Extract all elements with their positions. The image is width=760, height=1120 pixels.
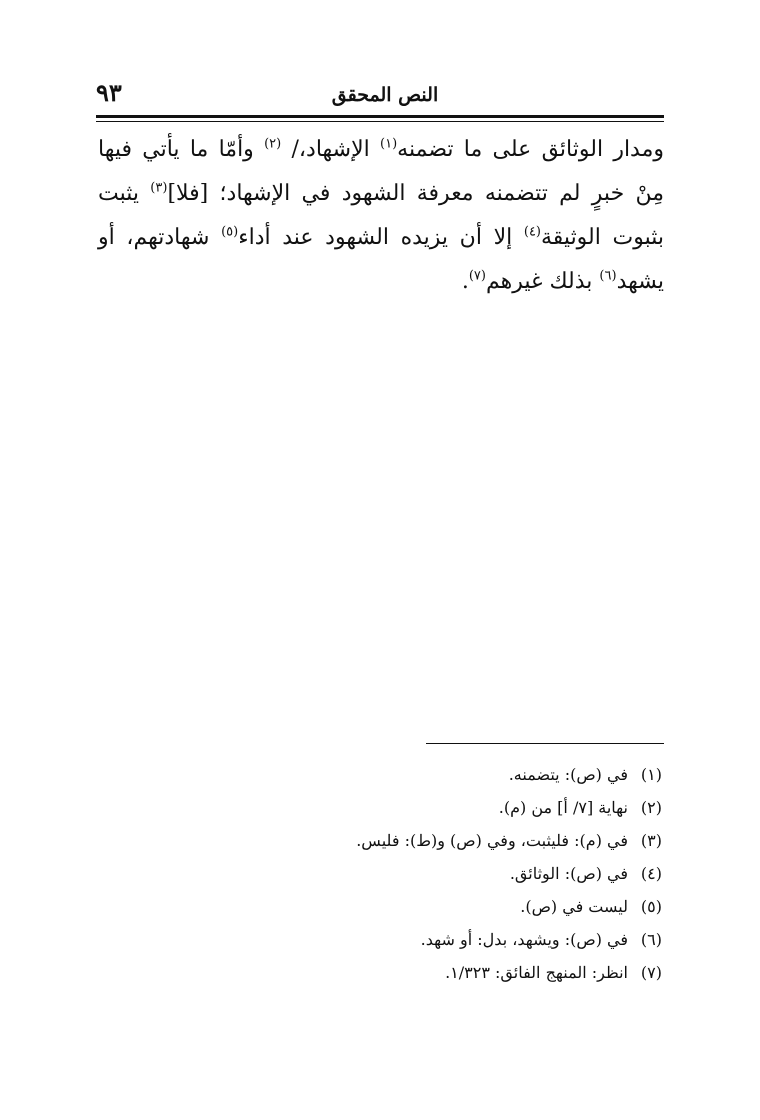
footnote-ref: (٤) <box>523 224 541 240</box>
footnote-item <box>96 890 662 923</box>
footnote-ref: (١) <box>380 136 398 152</box>
body-paragraph <box>98 128 664 304</box>
footnote-item <box>96 791 662 824</box>
body-text: وأمّا ما يأتي فيها مِنْ خبرٍ لم تتضمنه معرفة الشهود في الإشهاد؛ [فلا] <box>98 137 664 206</box>
footnote-item <box>96 758 662 791</box>
footnote-item <box>96 956 662 989</box>
footnote-text: ليست في (ص). <box>520 897 628 916</box>
footnote-number: (١) <box>640 765 662 784</box>
footnote-number: (٢) <box>640 798 662 817</box>
footnote-number: (٥) <box>640 897 662 916</box>
footnote-text: في (ص): ويشهد، بدل: أو شهد. <box>420 930 628 949</box>
footnote-text: في (م): فليثبت، وفي (ص) و(ط): فليس. <box>356 831 628 850</box>
footnote-ref: (٢) <box>264 136 282 152</box>
footnote-text: في (ص): الوثائق. <box>509 864 628 883</box>
footnote-ref: (٣) <box>150 180 168 196</box>
body-text: يثبت بثبوت الوثيقة <box>98 181 664 250</box>
page-number: ٩٣ <box>96 78 122 107</box>
body-text: الإشهاد،/ <box>281 137 381 162</box>
footnote-number: (٧) <box>640 963 662 982</box>
body-text: . <box>461 269 469 294</box>
body-text: ومدار الوثائق على ما تضمنه <box>397 137 665 162</box>
footnote-text: انظر: المنهج الفائق: ١/٣٢٣. <box>445 963 628 982</box>
footnote-number: (٤) <box>640 864 662 883</box>
body-text: إلا أن يزيده الشهود عند أداء <box>238 225 524 250</box>
footnote-item <box>96 824 662 857</box>
body-text: بذلك غيرهم <box>485 269 600 294</box>
footnote-number: (٣) <box>640 831 662 850</box>
footnote-item <box>96 857 662 890</box>
running-title: النص المحقق <box>331 84 439 106</box>
footnote-separator <box>426 743 664 744</box>
footnote-ref: (٦) <box>599 268 617 284</box>
footnote-text: في (ص): يتضمنه. <box>508 765 628 784</box>
footnote-ref: (٧) <box>468 268 486 284</box>
footnote-number: (٦) <box>640 930 662 949</box>
footnotes-list <box>96 758 662 989</box>
body-text: شهادتهم، أو يشهد <box>98 225 664 294</box>
footnote-item <box>96 923 662 956</box>
header-rule-thick <box>96 115 664 118</box>
footnote-ref: (٥) <box>221 224 239 240</box>
footnote-text: نهاية [٧/ أ] من (م). <box>498 798 628 817</box>
header-rule-thin <box>96 121 664 122</box>
